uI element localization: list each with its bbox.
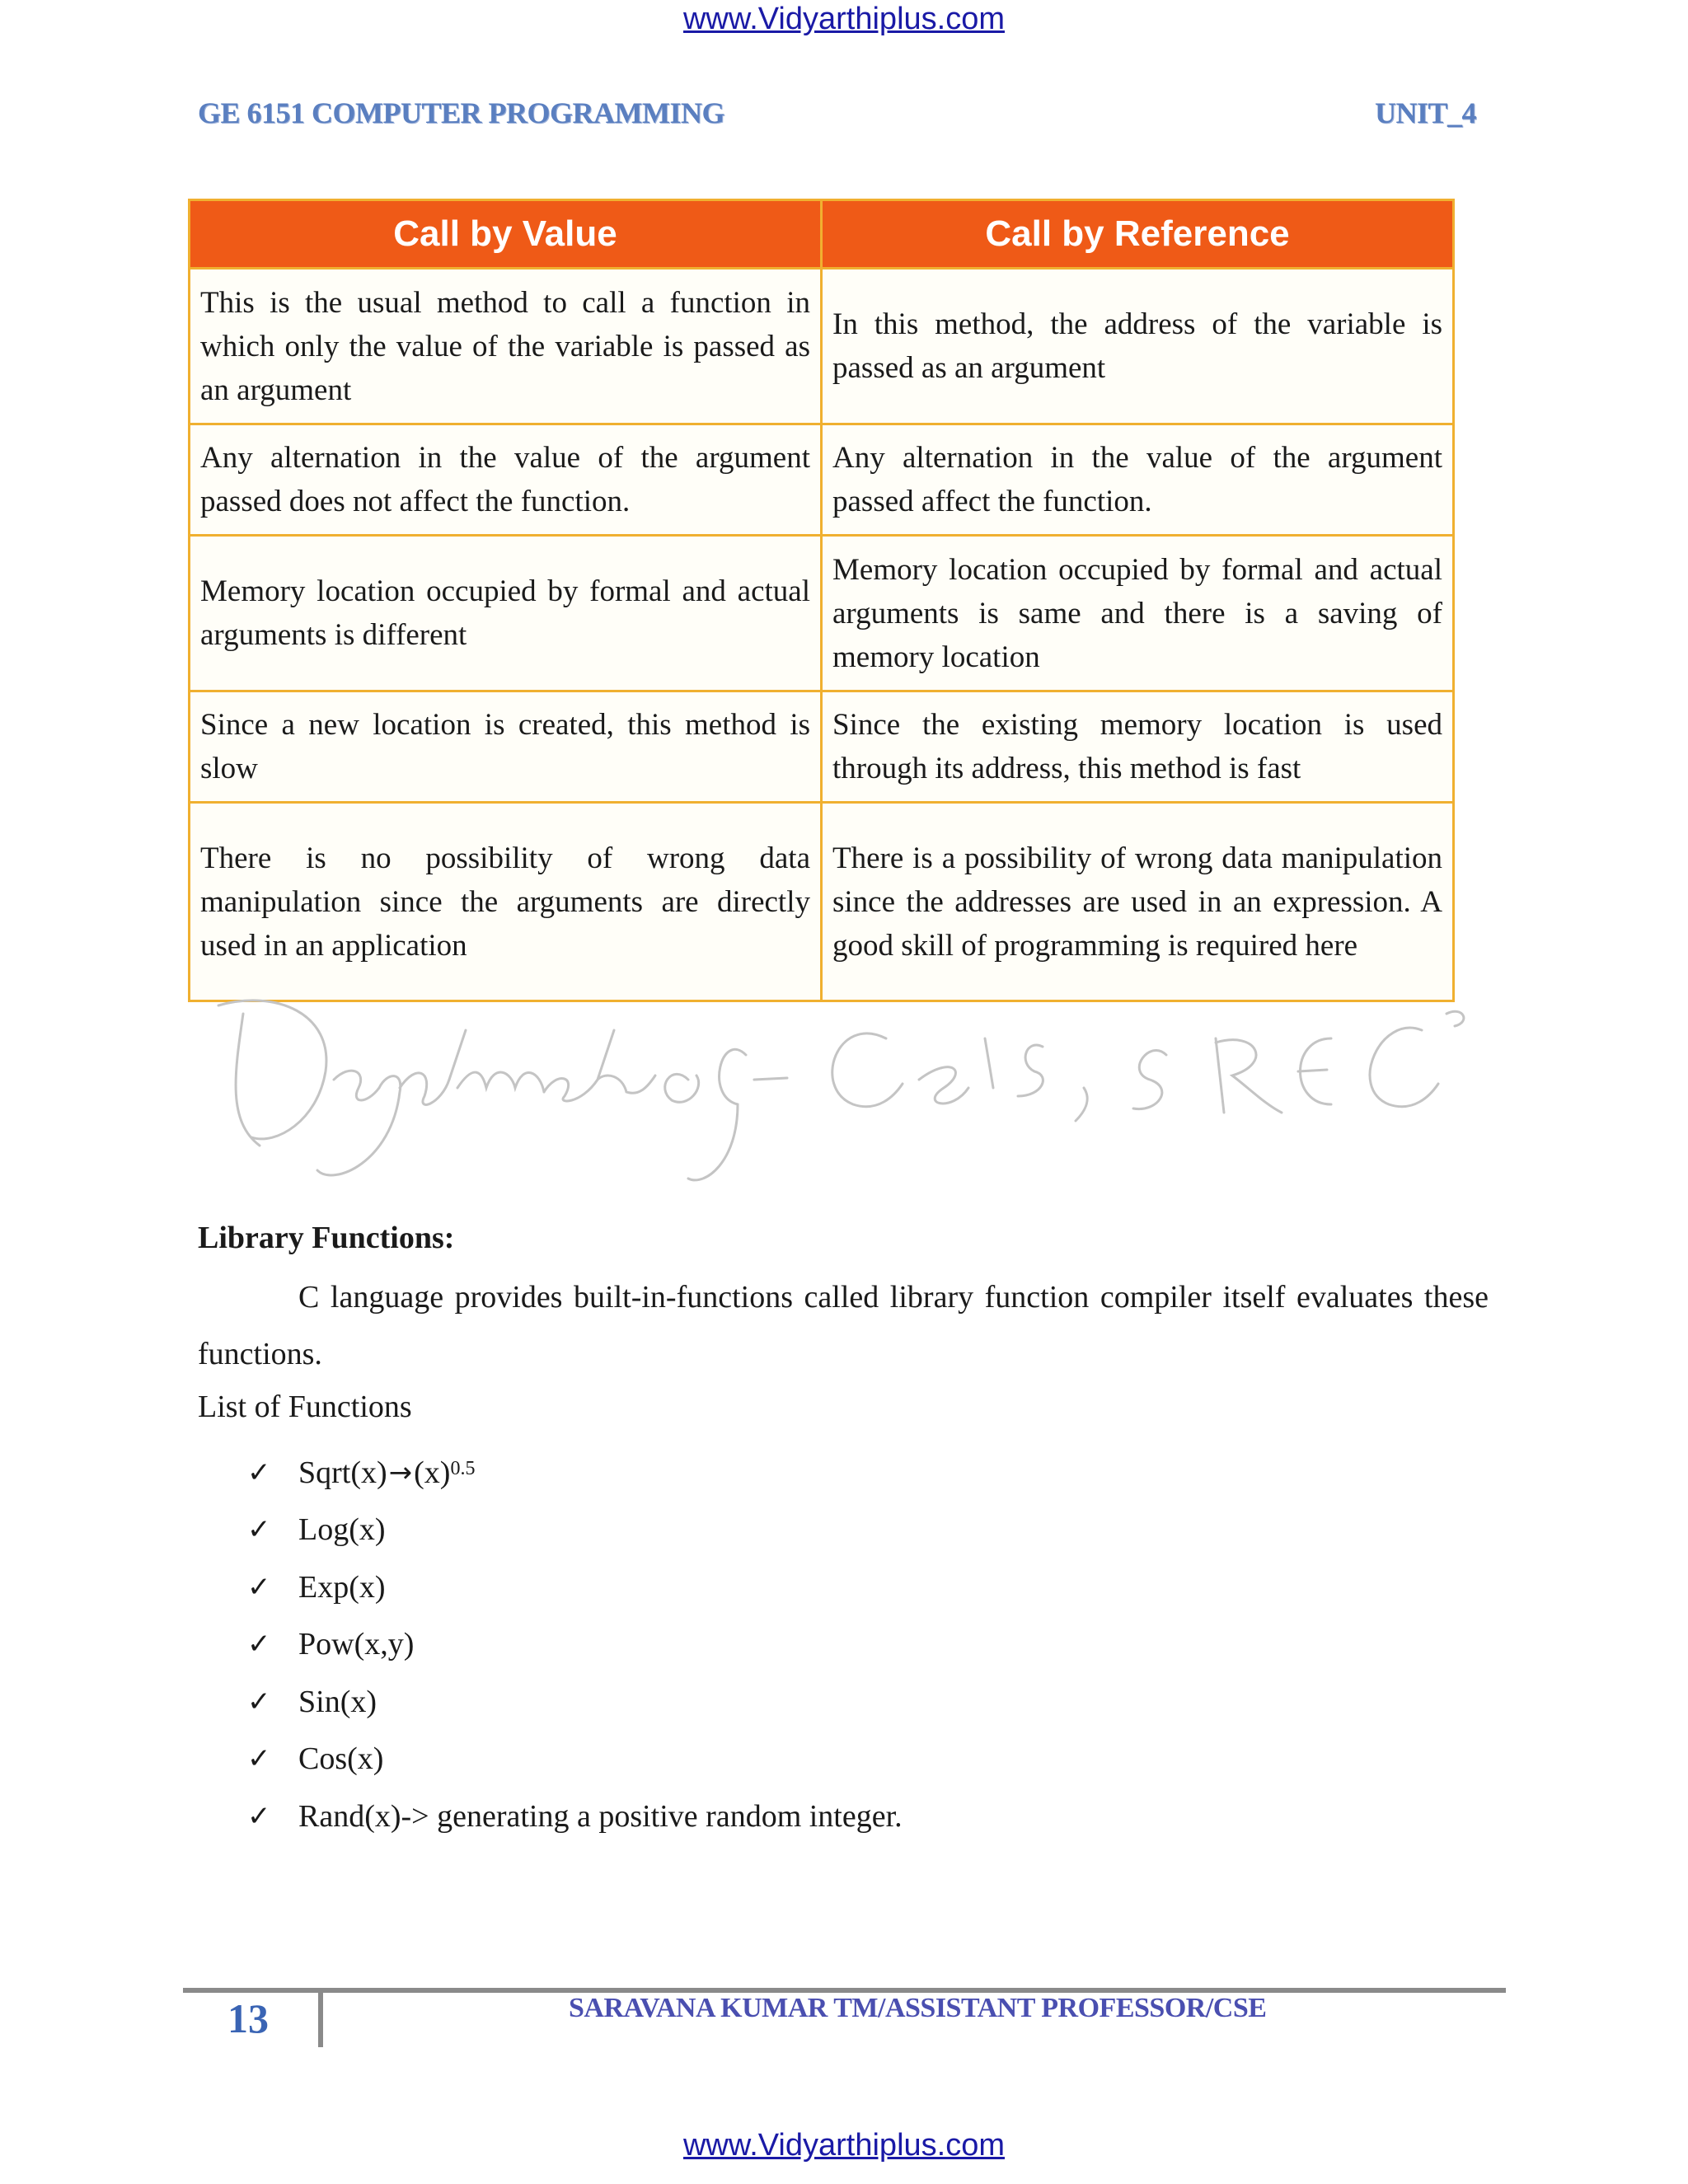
table-header-call-by-reference: Call by Reference bbox=[822, 200, 1454, 269]
table-cell: This is the usual method to call a function in which only the value of the variable is passed as an argument bbox=[190, 269, 822, 424]
list-item bbox=[247, 1731, 903, 1788]
checkmark-icon: ✓ bbox=[247, 1513, 271, 1547]
table-header-row bbox=[190, 200, 1454, 269]
table-cell: There is a possibility of wrong data manipulation since the addresses are used in an expression. A good skill of programming is required here bbox=[822, 803, 1454, 1001]
table-cell: Any alternation in the value of the argument passed affect the function. bbox=[822, 424, 1454, 536]
function-name: Sin(x) bbox=[298, 1684, 377, 1719]
checkmark-icon: ✓ bbox=[247, 1685, 271, 1718]
table-row bbox=[190, 269, 1454, 424]
department-signature-watermark bbox=[210, 981, 1496, 1203]
table-cell: Memory location occupied by formal and actual arguments is different bbox=[190, 536, 822, 691]
library-functions-heading: Library Functions: bbox=[198, 1221, 455, 1255]
function-name: Exp(x) bbox=[298, 1569, 386, 1605]
list-item bbox=[247, 1673, 903, 1731]
function-name: Sqrt(x) bbox=[298, 1455, 387, 1490]
footer-author: SARAVANA KUMAR TM/ASSISTANT PROFESSOR/CSE bbox=[569, 1993, 1267, 2023]
table-row bbox=[190, 536, 1454, 691]
table-cell: Any alternation in the value of the argument passed does not affect the function. bbox=[190, 424, 822, 536]
list-item bbox=[247, 1616, 903, 1674]
right-arrow-icon: → bbox=[388, 1455, 413, 1489]
table-cell: In this method, the address of the variable is passed as an argument bbox=[822, 269, 1454, 424]
list-item bbox=[247, 1444, 903, 1502]
site-link-top[interactable]: www.Vidyarthiplus.com bbox=[682, 2, 1005, 36]
table-row bbox=[190, 424, 1454, 536]
footer-vertical-divider bbox=[318, 1993, 323, 2047]
checkmark-icon: ✓ bbox=[247, 1455, 271, 1489]
header-unit-label: UNIT_4 bbox=[1375, 96, 1477, 129]
checkmark-icon: ✓ bbox=[247, 1628, 271, 1661]
header-course-title: GE 6151 COMPUTER PROGRAMMING bbox=[198, 96, 724, 129]
library-functions-intro: C language provides built-in-functions called library function compiler itself evaluates these functions. bbox=[198, 1280, 1489, 1371]
table-cell: Since the existing memory location is used through its address, this method is fast bbox=[822, 691, 1454, 803]
checkmark-icon: ✓ bbox=[247, 1742, 271, 1776]
list-item bbox=[247, 1502, 903, 1559]
table-cell: There is no possibility of wrong data manipulation since the arguments are directly used in an application bbox=[190, 803, 822, 1001]
list-of-functions-title: List of Functions bbox=[198, 1390, 412, 1424]
table-row bbox=[190, 803, 1454, 1001]
table-row bbox=[190, 691, 1454, 803]
comparison-table bbox=[188, 199, 1455, 1002]
page-number: 13 bbox=[227, 1995, 269, 2041]
table-cell: Since a new location is created, this method is slow bbox=[190, 691, 822, 803]
function-name: Log(x) bbox=[298, 1512, 386, 1548]
exponent: 0.5 bbox=[450, 1458, 476, 1480]
list-item bbox=[247, 1788, 903, 1845]
table-cell: Memory location occupied by formal and actual arguments is same and there is a saving of memory location bbox=[822, 536, 1454, 691]
functions-list bbox=[247, 1444, 903, 1845]
site-link-bottom[interactable]: www.Vidyarthiplus.com bbox=[682, 2128, 1005, 2163]
checkmark-icon: ✓ bbox=[247, 1570, 271, 1604]
list-item bbox=[247, 1558, 903, 1616]
table-header-call-by-value: Call by Value bbox=[190, 200, 822, 269]
function-result: (x) bbox=[414, 1455, 451, 1490]
checkmark-icon: ✓ bbox=[247, 1799, 271, 1833]
function-name: Rand(x)-> generating a positive random integer. bbox=[298, 1798, 903, 1834]
function-name: Cos(x) bbox=[298, 1741, 384, 1777]
function-name: Pow(x,y) bbox=[298, 1627, 415, 1662]
